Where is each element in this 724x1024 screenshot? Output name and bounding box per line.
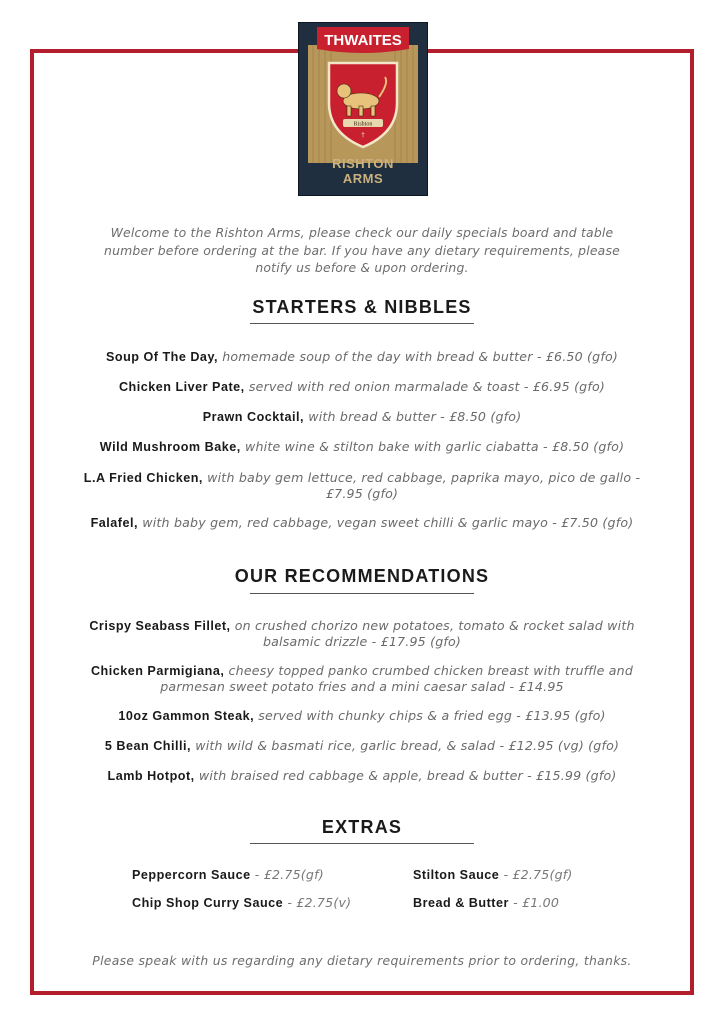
extra-price: - £1.00 [508, 895, 560, 910]
svg-text:Rishton: Rishton [353, 121, 373, 128]
extra-name: Peppercorn Sauce [132, 868, 251, 882]
item-description: homemade soup of the day with bread & butter - £6.50 (gfo) [218, 349, 619, 364]
svg-text:ARMS: ARMS [342, 171, 384, 186]
item-description: on crushed chorizo new potatoes, tomato & rocket salad with balsamic drizzle - £17.95 (gfo) [230, 618, 635, 649]
extra-name: Bread & Butter [413, 896, 509, 910]
item-description: white wine & stilton bake with garlic ciabatta - £8.50 (gfo) [240, 439, 625, 454]
item-name: 5 Bean Chilli, [104, 739, 191, 753]
item-name: Prawn Cocktail, [202, 410, 304, 424]
section-title-recommendations: OUR RECOMMENDATIONS [234, 566, 490, 586]
item-name: Soup Of The Day, [105, 350, 219, 364]
extra-item [132, 895, 351, 911]
svg-text:THWAITES: THWAITES [324, 32, 402, 49]
item-description: served with chunky chips & a fried egg - £13.95 (gfo) [254, 708, 606, 723]
item-name: Chicken Parmigiana, [90, 664, 225, 678]
menu-item [70, 379, 654, 395]
svg-text:†: † [361, 131, 365, 139]
section-divider [250, 323, 474, 324]
item-description: with bread & butter - £8.50 (gfo) [303, 409, 522, 424]
menu-item [70, 409, 654, 425]
extra-price: - £2.75(gf) [250, 867, 324, 882]
item-name: Lamb Hotpot, [107, 769, 195, 783]
item-description: with wild & basmati rice, garlic bread, & salad - £12.95 (vg) (gfo) [190, 738, 620, 753]
menu-item [70, 738, 654, 754]
extra-price: - £2.75(gf) [499, 867, 573, 882]
item-description: with baby gem lettuce, red cabbage, paprika mayo, pico de gallo - £7.95 (gfo) [202, 470, 641, 501]
menu-item [70, 708, 654, 724]
menu-item [70, 515, 654, 531]
section-divider [250, 843, 474, 844]
extra-item [132, 867, 324, 883]
svg-text:RISHTON: RISHTON [332, 156, 394, 171]
extra-price: - £2.75(v) [283, 895, 352, 910]
item-description: cheesy topped panko crumbed chicken breast with truffle and parmesan sweet potato fries and a mini caesar salad - £14.95 [160, 663, 634, 694]
rishton-arms-logo [298, 22, 428, 196]
item-description: with braised red cabbage & apple, bread & butter - £15.99 (gfo) [194, 768, 617, 783]
extra-item [413, 895, 559, 911]
menu-item [70, 439, 654, 455]
item-name: 10oz Gammon Steak, [118, 709, 255, 723]
section-divider [250, 593, 474, 594]
section-title-extras: EXTRAS [321, 817, 403, 837]
footer-note: Please speak with us regarding any dietary requirements prior to ordering, thanks. [92, 953, 632, 968]
menu-item [70, 768, 654, 784]
item-name: Crispy Seabass Fillet, [89, 619, 231, 633]
item-name: Falafel, [90, 516, 139, 530]
item-description: served with red onion marmalade & toast - £6.95 (gfo) [244, 379, 606, 394]
menu-item [70, 663, 654, 695]
item-name: L.A Fried Chicken, [83, 471, 203, 485]
extra-name: Chip Shop Curry Sauce [132, 896, 284, 910]
thwaites-crest-icon [299, 23, 427, 195]
menu-item [70, 349, 654, 365]
intro-text: Welcome to the Rishton Arms, please check our daily specials board and table number before ordering at the bar. If you have any dietary requirements, please notify us before & upon ordering. [104, 225, 620, 275]
menu-item [70, 618, 654, 650]
extra-item [413, 867, 573, 883]
extra-name: Stilton Sauce [413, 868, 500, 882]
section-title-starters: STARTERS & NIBBLES [252, 297, 472, 317]
menu-item [70, 470, 654, 502]
item-description: with baby gem, red cabbage, vegan sweet chilli & garlic mayo - £7.50 (gfo) [138, 515, 634, 530]
item-name: Wild Mushroom Bake, [99, 440, 241, 454]
item-name: Chicken Liver Pate, [118, 380, 245, 394]
